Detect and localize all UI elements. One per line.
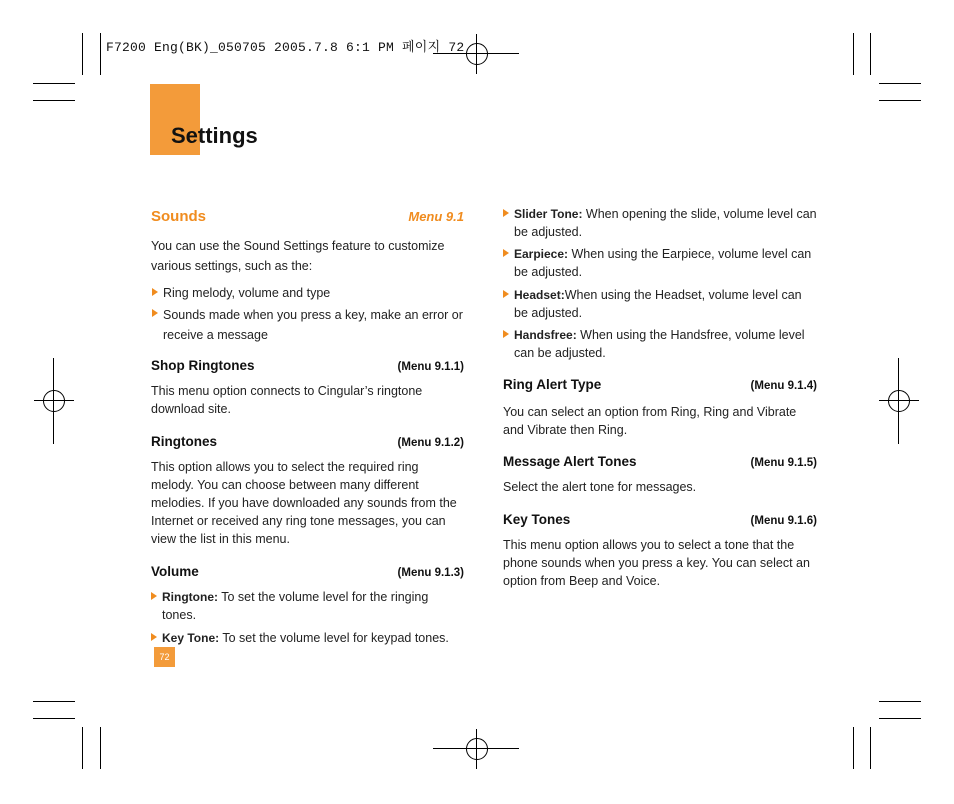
crop-mark xyxy=(53,358,54,444)
message-alert-tones-title: Message Alert Tones xyxy=(503,454,637,469)
registration-mark xyxy=(879,381,919,421)
triangle-bullet-icon xyxy=(151,592,157,600)
shop-ringtones-title: Shop Ringtones xyxy=(151,358,255,373)
ringtones-menu-number: (Menu 9.1.2) xyxy=(397,437,464,449)
volume-title: Volume xyxy=(151,564,199,579)
ringtones-heading xyxy=(151,433,464,452)
list-item: Sounds made when you press a key, make an error or receive a message xyxy=(152,305,464,345)
left-column xyxy=(151,208,464,647)
crop-mark xyxy=(898,358,899,444)
crop-mark xyxy=(33,718,75,719)
list-item: Ringtone: To set the volume level for the ringing tones. xyxy=(151,588,464,624)
sounds-title: Sounds xyxy=(151,208,206,225)
key-tones-menu-number: (Menu 9.1.6) xyxy=(750,515,817,527)
list-item: Headset:When using the Headset, volume level can be adjusted. xyxy=(503,286,817,322)
triangle-bullet-icon xyxy=(503,249,509,257)
print-header: F7200 Eng(BK)_050705 2005.7.8 6:1 PM 페이지 72 xyxy=(106,40,465,55)
page-number: 72 xyxy=(154,647,175,667)
sounds-intro: You can use the Sound Settings feature to customize various settings, such as the: xyxy=(151,239,445,273)
crop-mark xyxy=(870,33,871,75)
shop-ringtones-heading xyxy=(151,357,464,376)
crop-mark xyxy=(879,83,921,84)
crop-mark xyxy=(33,701,75,702)
message-alert-tones-heading xyxy=(503,453,817,472)
ring-alert-type-heading xyxy=(503,376,817,395)
crop-mark xyxy=(870,727,871,769)
triangle-bullet-icon xyxy=(152,309,158,317)
registration-mark xyxy=(457,729,497,769)
crop-mark xyxy=(433,748,519,749)
crop-mark xyxy=(879,718,921,719)
page-title: Settings xyxy=(171,123,258,148)
message-alert-tones-text: Select the alert tone for messages. xyxy=(503,480,697,494)
registration-mark xyxy=(34,381,74,421)
ringtones-text: This option allows you to select the required ring melody. You can choose between many different melodies. If you have downloaded any sounds from the Internet or received any ring tone messages, you can view the list in this menu. xyxy=(151,460,457,546)
crop-mark xyxy=(879,100,921,101)
crop-mark xyxy=(33,83,75,84)
triangle-bullet-icon xyxy=(152,288,158,296)
ring-alert-type-text: You can select an option from Ring, Ring and Vibrate and Vibrate then Ring. xyxy=(503,405,797,437)
crop-mark xyxy=(879,701,921,702)
crop-mark xyxy=(100,727,101,769)
volume-menu-number: (Menu 9.1.3) xyxy=(397,567,464,579)
triangle-bullet-icon xyxy=(503,290,509,298)
key-tones-text: This menu option allows you to select a tone that the phone sounds when you press a key. You can select an option from Beep and Voice. xyxy=(503,538,810,588)
list-item: Handsfree: When using the Handsfree, volume level can be adjusted. xyxy=(503,326,817,362)
ringtones-title: Ringtones xyxy=(151,434,217,449)
crop-mark xyxy=(853,33,854,75)
key-tones-heading xyxy=(503,511,817,530)
volume-heading xyxy=(151,563,464,582)
triangle-bullet-icon xyxy=(503,330,509,338)
list-item: Ring melody, volume and type xyxy=(152,284,464,302)
shop-ringtones-menu-number: (Menu 9.1.1) xyxy=(397,361,464,373)
list-item: Key Tone: To set the volume level for keypad tones. xyxy=(151,629,464,647)
list-item: Earpiece: When using the Earpiece, volume level can be adjusted. xyxy=(503,245,817,281)
crop-mark xyxy=(100,33,101,75)
crop-mark xyxy=(82,727,83,769)
ring-alert-type-menu-number: (Menu 9.1.4) xyxy=(750,380,817,392)
right-column xyxy=(503,205,817,590)
list-item: Slider Tone: When opening the slide, volume level can be adjusted. xyxy=(503,205,817,241)
sounds-menu-number: Menu 9.1 xyxy=(408,209,464,224)
sounds-heading xyxy=(151,208,464,226)
triangle-bullet-icon xyxy=(151,633,157,641)
message-alert-tones-menu-number: (Menu 9.1.5) xyxy=(750,457,817,469)
key-tones-title: Key Tones xyxy=(503,512,571,527)
crop-mark xyxy=(853,727,854,769)
ring-alert-type-title: Ring Alert Type xyxy=(503,377,602,392)
shop-ringtones-text: This menu option connects to Cingular’s ringtone download site. xyxy=(151,384,423,416)
crop-mark xyxy=(33,100,75,101)
crop-mark xyxy=(82,33,83,75)
triangle-bullet-icon xyxy=(503,209,509,217)
